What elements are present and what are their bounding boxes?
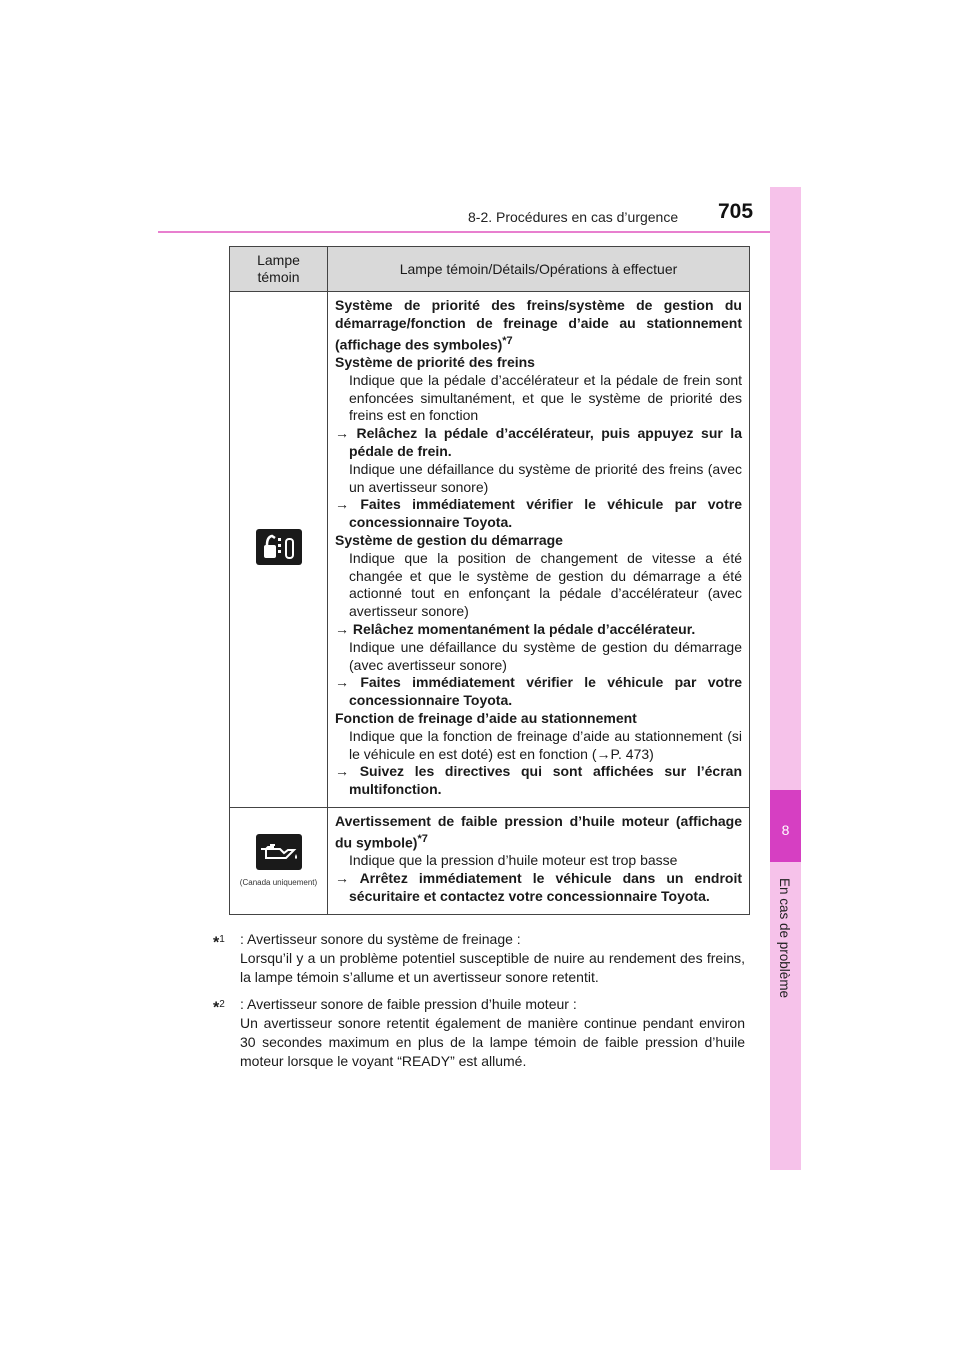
region-note: (Canada uniquement) — [239, 878, 318, 888]
action-text: → Arrêtez immédiatement le véhicule dans un endroit sécuritaire et contactez votre concessionnaire Toyota. — [335, 870, 742, 904]
header-divider — [158, 231, 770, 233]
warning-lamp-table — [229, 246, 750, 915]
header-details: Lampe témoin/Détails/Opérations à effectuer — [328, 247, 750, 292]
lamp-cell — [230, 292, 328, 808]
footnote-text: : Avertisseur sonore du système de freinage : Lorsqu’il y a un problème potentiel susceptible de nuire au rendement des freins, la lampe témoin s’allume et un avertisseur sonore retentit. — [240, 931, 745, 985]
chapter-title: En cas de problème — [777, 878, 792, 999]
parking-brake-assist-heading: Fonction de freinage d’aide au stationnement — [335, 709, 637, 726]
table-header-row — [230, 247, 750, 292]
page-number: 705 — [718, 200, 754, 223]
row1-title: Système de priorité des freins/système de gestion du démarrage/fonction de freinage d’aide au stationnement (affichage des symboles) — [335, 297, 742, 353]
footnote — [213, 995, 745, 1071]
description-text: Indique une défaillance du système de priorité des freins (avec un avertisseur sonore) — [349, 460, 742, 495]
description-text: Indique que la fonction de freinage d’aide au stationnement (si le véhicule en est doté) est en fonction (→P. 473) — [349, 727, 742, 762]
description-cell — [328, 292, 750, 808]
description-cell — [328, 807, 750, 914]
description-text: Indique que la position de changement de vitesse a été changée et que le système de gestion du démarrage a été actionné tout en enfonçant la pédale d’accélérateur (avec avertisseur sonore) — [349, 549, 742, 620]
action-text: → Relâchez la pédale d’accélérateur, puis appuyez sur la pédale de frein. — [335, 425, 742, 460]
row2-title: Avertissement de faible pression d’huile moteur (affichage du symbole) — [335, 812, 742, 851]
action-text: → Faites immédiatement vérifier le véhicule par votre concessionnaire Toyota. — [335, 496, 742, 531]
footnote-number: 1 — [219, 934, 225, 945]
description-text: Indique que la pression d’huile moteur est trop basse — [349, 852, 678, 869]
action-text: → Suivez les directives qui sont affichées sur l’écran multifonction. — [335, 763, 742, 798]
oil-pressure-icon — [256, 834, 302, 870]
table-row — [230, 807, 750, 914]
action-text: → Faites immédiatement vérifier le véhicule par votre concessionnaire Toyota. — [335, 674, 742, 709]
description-text: Indique une défaillance du système de gestion du démarrage (avec avertisseur sonore) — [349, 638, 742, 673]
footnote — [213, 930, 745, 987]
drive-start-control-heading: Système de gestion du démarrage — [335, 532, 563, 549]
header-lamp: Lampe témoin — [230, 247, 328, 292]
footnote-number: 2 — [219, 999, 225, 1010]
row2-title-sup: *7 — [417, 832, 428, 845]
lamp-cell — [230, 807, 328, 914]
action-text: → Relâchez momentanément la pédale d’accélérateur. — [335, 621, 696, 637]
section-title: 8-2. Procédures en cas d’urgence — [468, 209, 679, 225]
brake-override-icon — [256, 529, 302, 565]
chapter-side-tab — [770, 187, 801, 1170]
chapter-number: 8 — [781, 822, 790, 838]
table-row — [230, 292, 750, 808]
footnote-star: * — [213, 999, 220, 1017]
brake-override-heading: Système de priorité des freins — [335, 354, 535, 371]
footnotes — [213, 930, 745, 1079]
footnote-star: * — [213, 934, 220, 952]
row1-title-sup: *7 — [502, 334, 513, 347]
description-text: Indique que la pédale d’accélérateur et la pédale de frein sont enfoncées simultanément, et que le système de priorité des freins est en fonction — [349, 371, 742, 424]
footnote-text: : Avertisseur sonore de faible pression d’huile moteur : Un avertisseur sonore retentit également de manière continue pendant environ 30 secondes maximum en plus de la lampe témoin de faible pression d’huile moteur lorsque le voyant “READY” est allumé. — [240, 996, 745, 1069]
